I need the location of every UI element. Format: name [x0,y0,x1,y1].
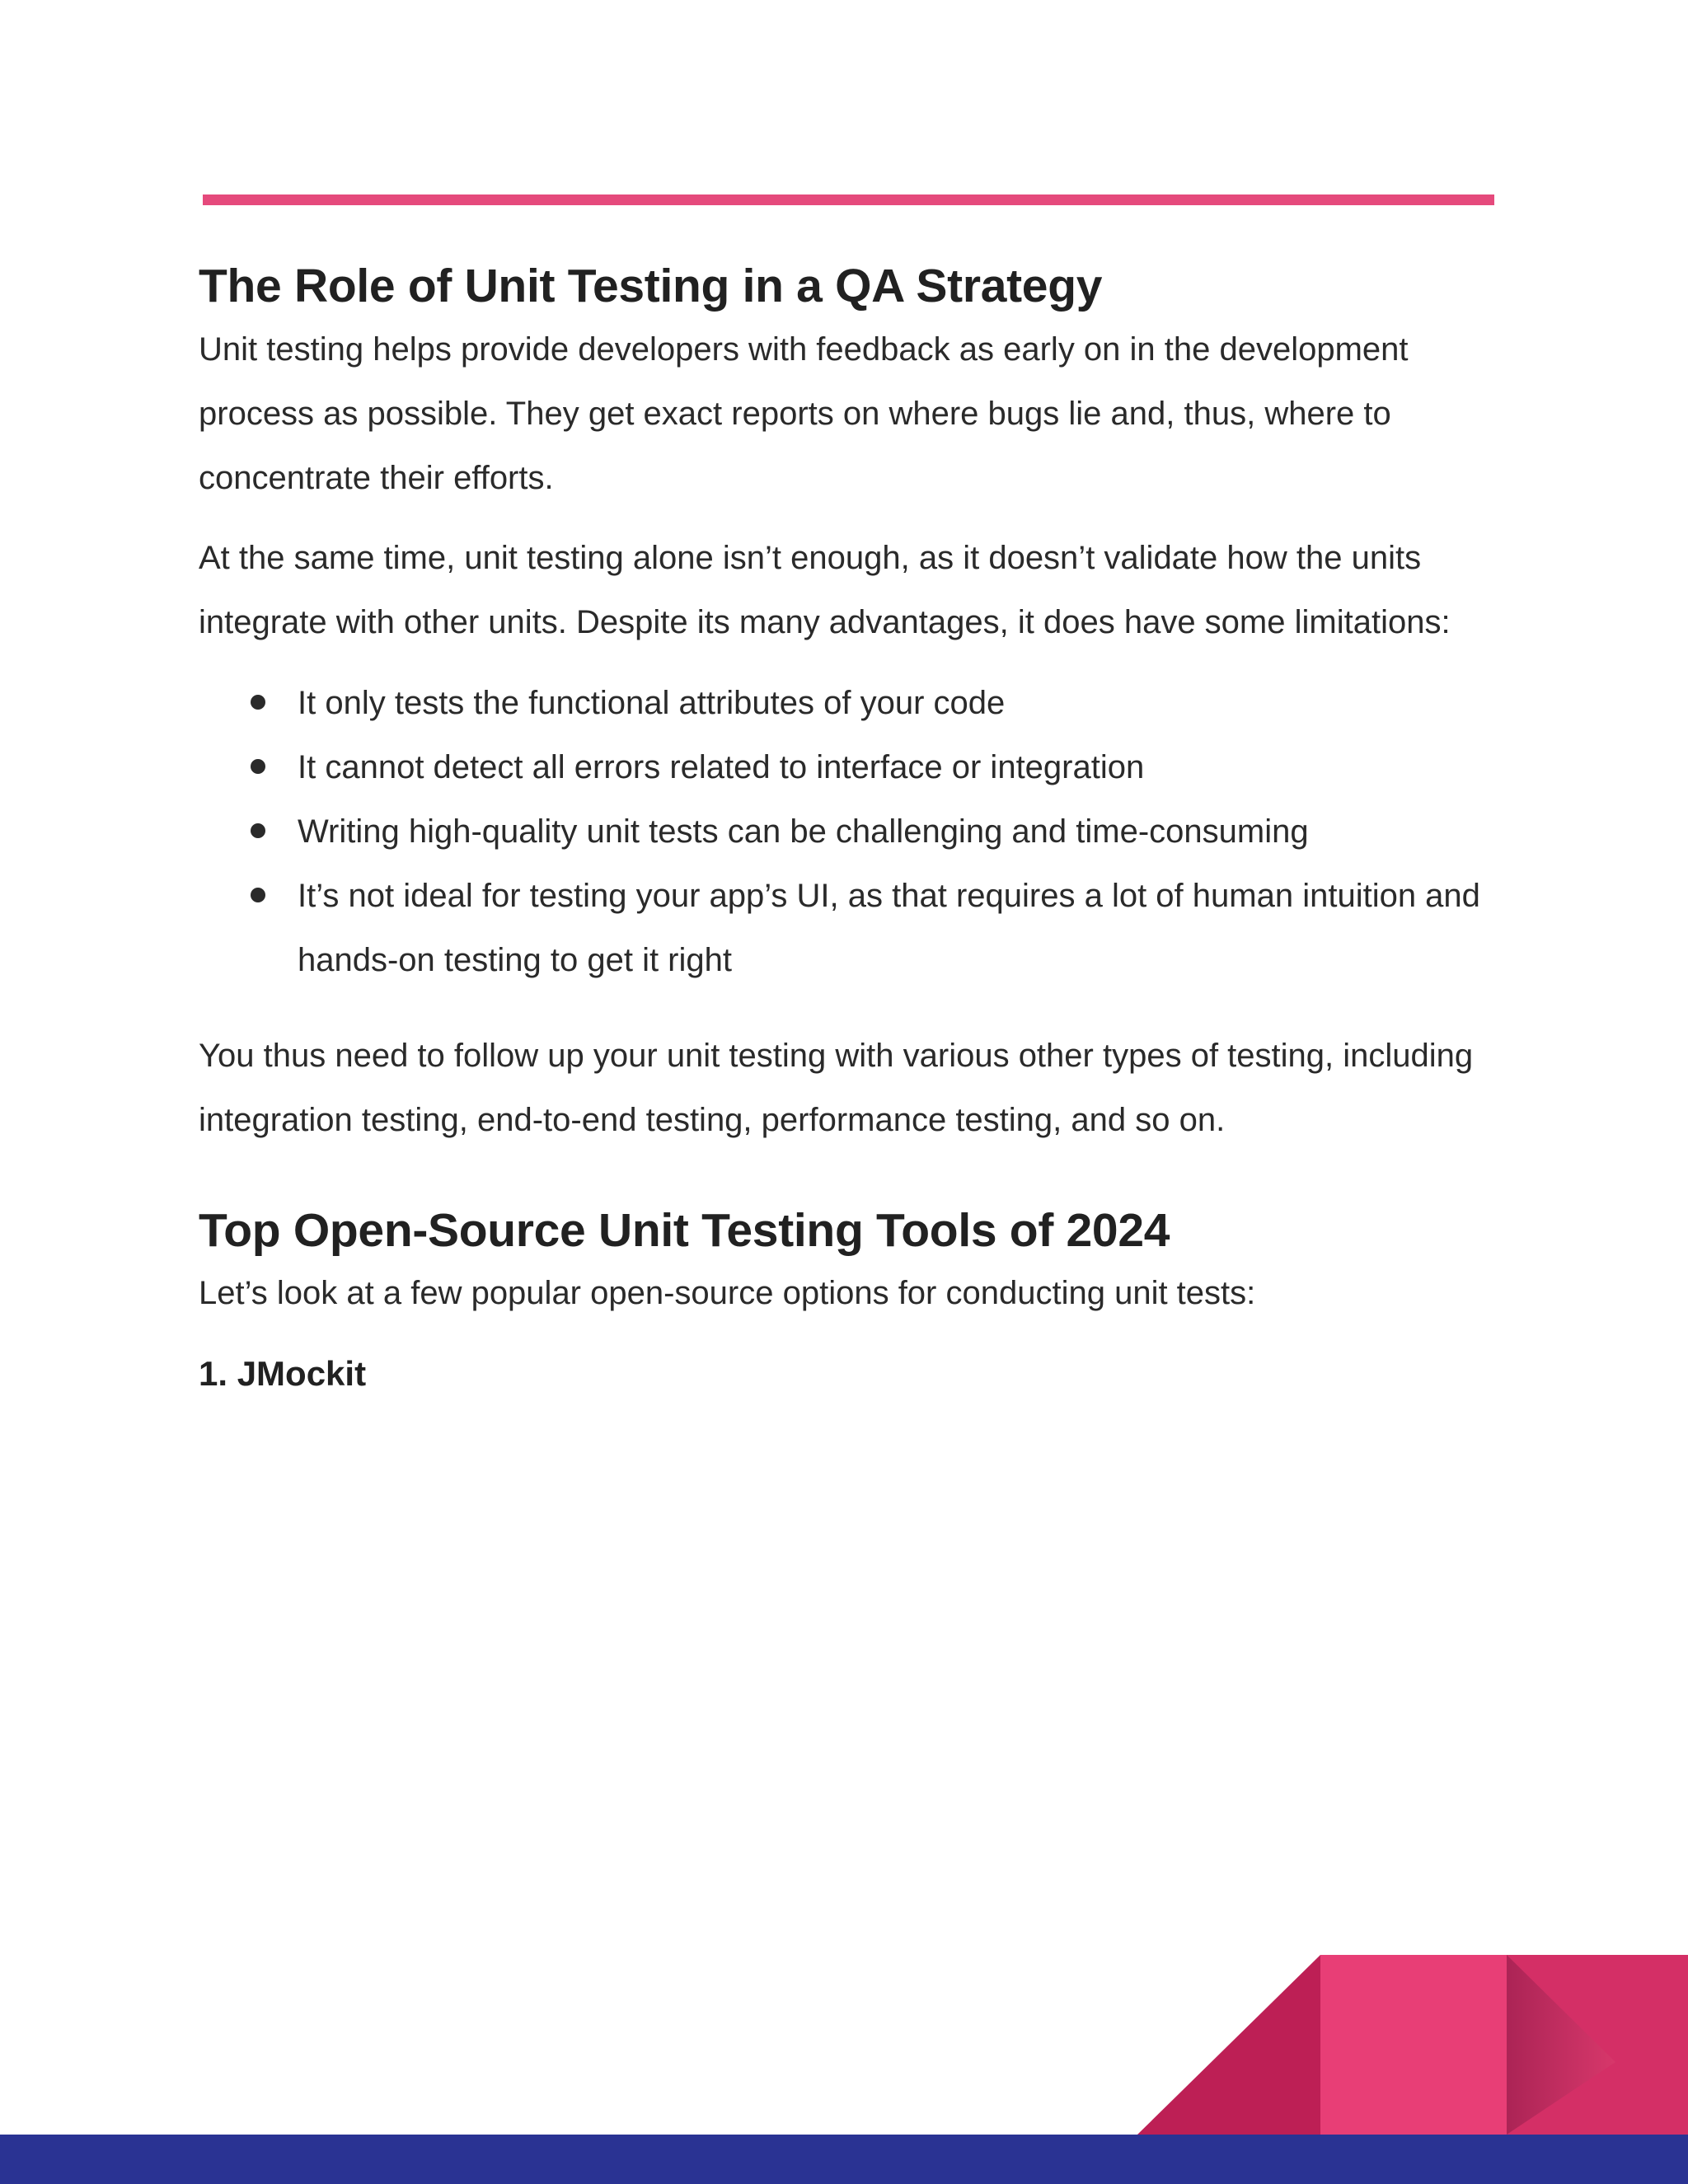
bullet-icon [251,888,265,902]
list-item-text: It cannot detect all errors related to interface or integration [298,748,1145,785]
paragraph-feedback: Unit testing helps provide developers with feedback as early on in the development process as possible. They get exact reports on where bugs lie and, thus, where to concentrate their efforts. [199,330,1409,496]
list-item-text: It only tests the functional attributes of your code [298,684,1006,721]
bullet-icon [251,823,265,838]
list-item [199,864,1501,992]
bullet-icon [251,695,265,710]
decorative-corner-shapes [1137,1955,1688,2135]
list-item [199,799,1501,864]
bullet-icon [251,759,265,774]
document-body [199,247,1501,1406]
paragraph-other-testing: You thus need to follow up your unit testing with various other types of testing, including integration testing, end-to-end testing, performance testing, and so on. [199,1037,1474,1138]
list-item [199,671,1501,735]
paragraph-tools-intro: Let’s look at a few popular open-source options for conducting unit tests: [199,1275,1256,1312]
tool-title-jmockit: 1. JMockit [199,1354,367,1394]
paragraph-limitations-intro: At the same time, unit testing alone isn’t enough, as it doesn’t validate how the units integrate with other units. Despite its many advantages, it does have some limitations: [199,539,1451,640]
header-accent-rule [203,194,1494,205]
list-item [199,735,1501,799]
footer-band [0,2135,1688,2184]
corner-block-pink [1320,1955,1507,2135]
list-item-text: Writing high-quality unit tests can be challenging and time-consuming [298,813,1309,850]
corner-triangle-dark [1137,1955,1320,2135]
section-heading-open-source-tools: Top Open-Source Unit Testing Tools of 2024 [199,1203,1170,1257]
limitations-list [199,671,1501,992]
list-item-text: It’s not ideal for testing your app’s UI, as that requires a lot of human intuition and hands-on testing to get it right [298,877,1480,978]
section-heading-unit-testing-role: The Role of Unit Testing in a QA Strategy [199,260,1103,312]
